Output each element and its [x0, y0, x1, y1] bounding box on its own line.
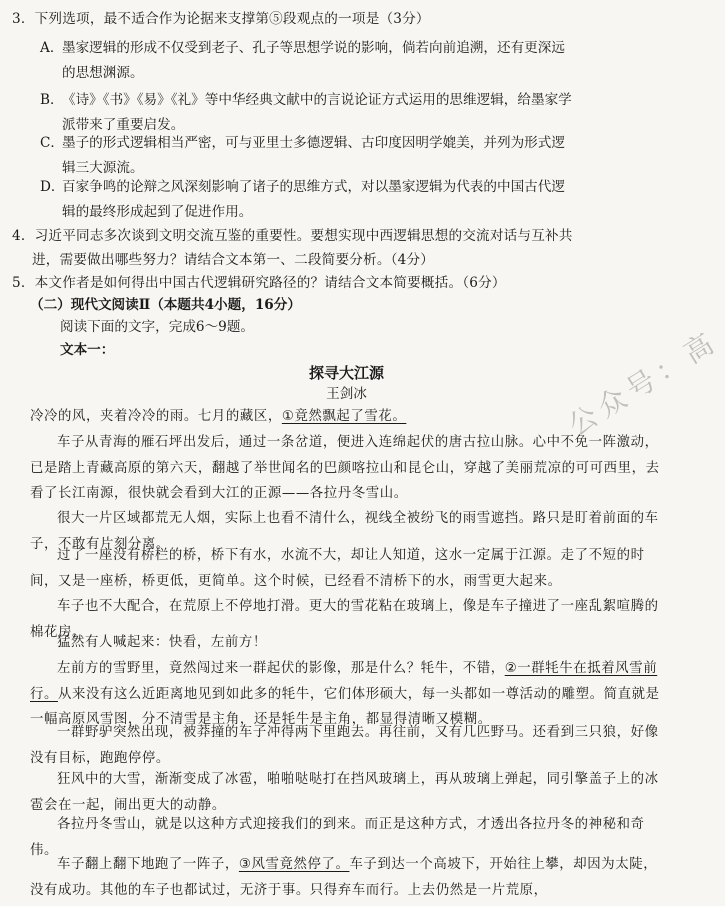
question-3-stem: 3．下列选项，最不适合作为论据来支撑第⑤段观点的一项是（3分） [12, 11, 430, 27]
option-text-continued: 辑的最终形成起到了促进作用。 [62, 204, 253, 220]
option-letter: D． [40, 179, 65, 195]
option-text-continued: 派带来了重要启发。 [62, 117, 185, 133]
paragraph-4: 过了一座没有桥栏的桥，桥下有水，水流不大，却让人知道，这水一定属于江源。走了不短的时间，又是一座桥，桥更低，更简单。这个时候，已经看不清桥下的水，雨雪更大起来。 [30, 548, 645, 589]
question-5: 5．本文作者是如何得出中国古代逻辑研究路径的？请结合文本简要概括。（6分） [12, 275, 506, 291]
option-text: 墨家逻辑的形成不仅受到老子、孔子等思想学说的影响，倘若向前追溯，还有更深远 [62, 40, 565, 56]
paragraph-text: 车子翻上翻下地跑了一阵子， [57, 857, 239, 872]
paragraph-text: 从来没有这么近距离地见到如此多的牦牛，它们体形硕大，每一头都如一尊活动的雕塑。简直就是一幅高原风雪图，分不清雪是主角，还是牦牛是主角，都显得清晰又模糊。 [30, 686, 660, 727]
paragraph-text: 左前方的雪野里，竟然闯过来一群起伏的影像，那是什么？牦牛，不错， [57, 661, 505, 676]
text-one-label: 文本一： [60, 342, 115, 358]
question-3-option-d [40, 175, 680, 225]
option-letter: B． [40, 92, 64, 108]
underlined-sentence-1: ①竟然飘起了雪花。 [281, 409, 407, 424]
option-text-continued: 辑三大源流。 [62, 160, 144, 176]
paragraph-2: 车子从青海的雁石坪出发后，通过一条岔道，便进入连绵起伏的唐古拉山脉。心中不免一阵激动，已是踏上青藏高原的第六天，翻越了举世闻名的巴颜喀拉山和昆仑山，穿越了美丽荒凉的可可西里，去看了长江南源，很快就会看到大江的正源——各拉丹冬雪山。 [30, 435, 660, 501]
reading-instruction: 阅读下面的文字，完成6～9题。 [60, 319, 255, 335]
paragraph-3: 很大一片区域都荒无人烟，实际上也看不清什么，视线全被纷飞的雨雪遮挡。路只是盯着前面的车子，不敢有片刻分离。 [30, 511, 659, 552]
paragraph-6: 猛然有人喊起来：快看，左前方！ [57, 635, 267, 650]
underlined-sentence-3: ③风雪竟然停了。 [238, 857, 350, 872]
question-3-option-c [40, 131, 680, 181]
section-heading: （二）现代文阅读Ⅱ（本题共4小题，16分） [30, 297, 301, 313]
option-text: 百家争鸣的论辩之风深刻影响了诸子的思维方式，对以墨家逻辑为代表的中国古代逻 [62, 179, 565, 195]
underlined-sentence-2: ②一群牦牛在抵着风雪前行。 [30, 661, 658, 702]
option-letter: A． [40, 40, 64, 56]
article-title: 探寻大江源 [308, 364, 384, 382]
paragraph-10: 各拉丹冬雪山，就是以这种方式迎接我们的到来。而正是这种方式，才透出各拉丹冬的神秘和奇伟。 [30, 817, 645, 858]
option-letter: C． [40, 135, 64, 151]
paragraph-text: 车子到达一个高坡下，开始往上攀，却因为太陡，没有成功。其他的车子也都试过，无济于事。只得弃车而行。上去仍然是一片荒原， [30, 857, 658, 898]
paragraph-5: 车子也不大配合，在荒原上不停地打滑。更大的雪花粘在玻璃上，像是车子撞进了一座乱絮喧腾的棉花房。 [30, 599, 659, 640]
paragraph-11 [30, 852, 660, 903]
watermark: 公众号：高 [562, 324, 725, 443]
question-4-line-2: 进，需要做出哪些努力？请结合文本第一、二段简要分析。（4分） [32, 252, 435, 268]
question-4 [12, 224, 687, 272]
option-text: 《诗》《书》《易》《礼》等中华经典文献中的言说论证方式运用的思维逻辑，给墨家学 [62, 92, 572, 108]
question-4-line-1: 4．习近平同志多次谈到文明交流互鉴的重要性。要想实现中西逻辑思想的交流对话与互补共 [12, 228, 573, 244]
paragraph-9: 狂风中的大雪，渐渐变成了冰雹，啪啪哒哒打在挡风玻璃上，再从玻璃上弹起，同引擎盖子上的冰雹会在一起，闹出更大的动静。 [30, 772, 659, 813]
paragraph-1 [30, 404, 660, 430]
paragraph-text: 冷冷的风，夹着冷冷的雨。七月的藏区， [30, 409, 282, 424]
paragraph-8: 一群野驴突然出现，被莽撞的车子冲得两下里跑去。再往前，又有几匹野马。还看到三只狼，好像没有目标，跑跑停停。 [30, 725, 659, 766]
option-text: 墨子的形式逻辑相当严密，可与亚里士多德逻辑、古印度因明学媲美，并列为形式逻 [62, 135, 565, 151]
article-author: 王剑冰 [326, 386, 367, 402]
option-text-continued: 的思想渊源。 [62, 65, 144, 81]
question-3-option-a [40, 36, 680, 86]
